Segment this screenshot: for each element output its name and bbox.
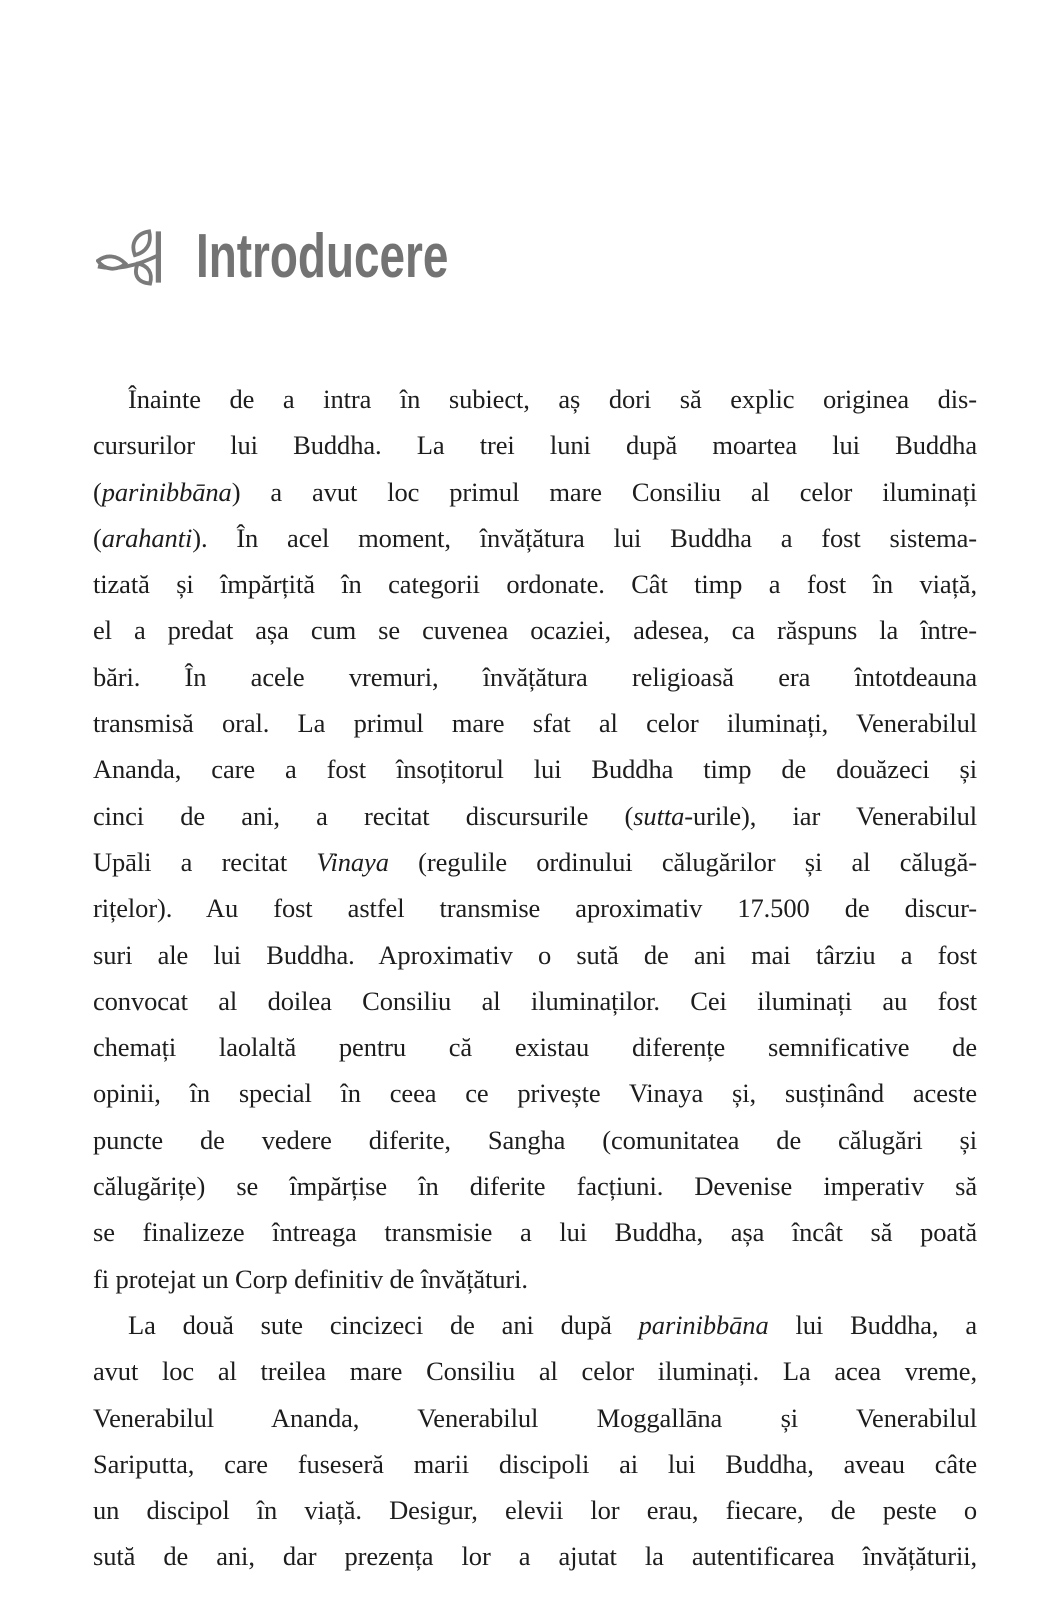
- text-line: [93, 1348, 977, 1394]
- italic-term: arahanti: [101, 522, 193, 553]
- text-segment: -urile), iar Venerabilul: [684, 800, 977, 831]
- text-segment: (regulile ordinului călugărilor și al călugă-: [388, 846, 977, 877]
- chapter-header: [96, 222, 537, 291]
- paragraph: [93, 376, 977, 1302]
- text-segment: ). În acel moment, învățătura lui Buddha a fost sistema-: [192, 522, 977, 553]
- text-line: [93, 1024, 977, 1070]
- text-segment: Venerabilul Ananda, Venerabilul Moggallāna și Venerabilul: [93, 1402, 977, 1433]
- text-segment: puncte de vedere diferite, Sangha (comunitatea de călugări și: [93, 1124, 977, 1155]
- text-segment: bări. În acele vremuri, învățătura religioasă era întotdeauna: [93, 661, 977, 692]
- text-line: [93, 376, 977, 422]
- text-line: [93, 1070, 977, 1116]
- text-line: [93, 1487, 977, 1533]
- text-line: [93, 654, 977, 700]
- text-segment: avut loc al treilea mare Consiliu al celor iluminați. La acea vreme,: [93, 1356, 977, 1387]
- text-line: [93, 978, 977, 1024]
- text-line: [93, 1441, 977, 1487]
- text-segment: un discipol în viață. Desigur, elevii lor erau, fiecare, de peste o: [93, 1495, 977, 1526]
- text-segment: Upāli a recitat: [93, 846, 317, 877]
- text-segment: suri ale lui Buddha. Aproximativ o sută de ani mai târziu a fost: [93, 939, 977, 970]
- text-line: [93, 1117, 977, 1163]
- paragraph: [93, 1302, 977, 1580]
- text-segment: călugărițe) se împărțise în diferite facțiuni. Devenise imperativ să: [93, 1171, 977, 1202]
- page-title: Introducere: [196, 222, 449, 291]
- text-segment: rițelor). Au fost astfel transmise aproximativ 17.500 de discur-: [93, 893, 977, 924]
- text-segment: se finalizeze întreaga transmisie a lui Buddha, așa încât să poată: [93, 1217, 977, 1248]
- text-segment: Înainte de a intra în subiect, aș dori să explic originea dis-: [128, 384, 977, 414]
- text-segment: opinii, în special în ceea ce privește Vinaya și, susținând aceste: [93, 1078, 977, 1109]
- text-segment: convocat al doilea Consiliu al iluminaților. Cei iluminați au fost: [93, 985, 977, 1016]
- text-line: [93, 1302, 977, 1348]
- text-line: [93, 561, 977, 607]
- text-line: [93, 839, 977, 885]
- italic-term: parinibbāna: [638, 1309, 769, 1340]
- text-line: [93, 932, 977, 978]
- text-segment: Sariputta, care fuseseră marii discipoli ai lui Buddha, aveau câte: [93, 1448, 977, 1479]
- text-segment: cursurilor lui Buddha. La trei luni după moartea lui Buddha: [93, 430, 977, 461]
- text-segment: tizată și împărțită în categorii ordonate. Cât timp a fost în viață,: [93, 569, 977, 600]
- text-line: [93, 422, 977, 468]
- text-segment: chemați laolaltă pentru că existau diferențe semnificative de: [93, 1032, 977, 1063]
- text-segment: (: [93, 522, 102, 553]
- leaf-branch-icon: [96, 228, 170, 286]
- italic-term: Vinaya: [316, 846, 389, 877]
- text-column: [93, 376, 977, 1580]
- text-line: [93, 1533, 977, 1579]
- text-line: [93, 793, 977, 839]
- text-segment: transmisă oral. La primul mare sfat al celor iluminați, Venerabilul: [93, 708, 977, 739]
- text-segment: cinci de ani, a recitat discursurile (: [93, 800, 634, 831]
- text-line: [93, 607, 977, 653]
- text-line: [93, 469, 977, 515]
- text-line: [93, 515, 977, 561]
- italic-term: sutta: [633, 800, 685, 831]
- text-segment: ) a avut loc primul mare Consiliu al celor iluminați: [231, 476, 977, 507]
- text-segment: lui Buddha, a: [768, 1309, 977, 1340]
- text-line: [93, 700, 977, 746]
- text-segment: (: [93, 476, 102, 507]
- text-segment: sută de ani, dar prezența lor a ajutat la autentificarea învățăturii,: [93, 1541, 977, 1572]
- italic-term: parinibbāna: [101, 476, 232, 507]
- text-line: [93, 1163, 977, 1209]
- text-segment: fi protejat un Corp definitiv de învățături.: [93, 1263, 528, 1294]
- text-segment: La două sute cincizeci de ani după: [128, 1309, 639, 1340]
- text-segment: Ananda, care a fost însoțitorul lui Buddha timp de douăzeci și: [93, 754, 977, 785]
- text-line: [93, 1395, 977, 1441]
- text-segment: el a predat așa cum se cuvenea ocaziei, adesea, ca răspuns la între-: [93, 615, 977, 646]
- text-line: [93, 885, 977, 931]
- text-line: [93, 1209, 977, 1255]
- text-line: [93, 1256, 977, 1302]
- text-line: [93, 746, 977, 792]
